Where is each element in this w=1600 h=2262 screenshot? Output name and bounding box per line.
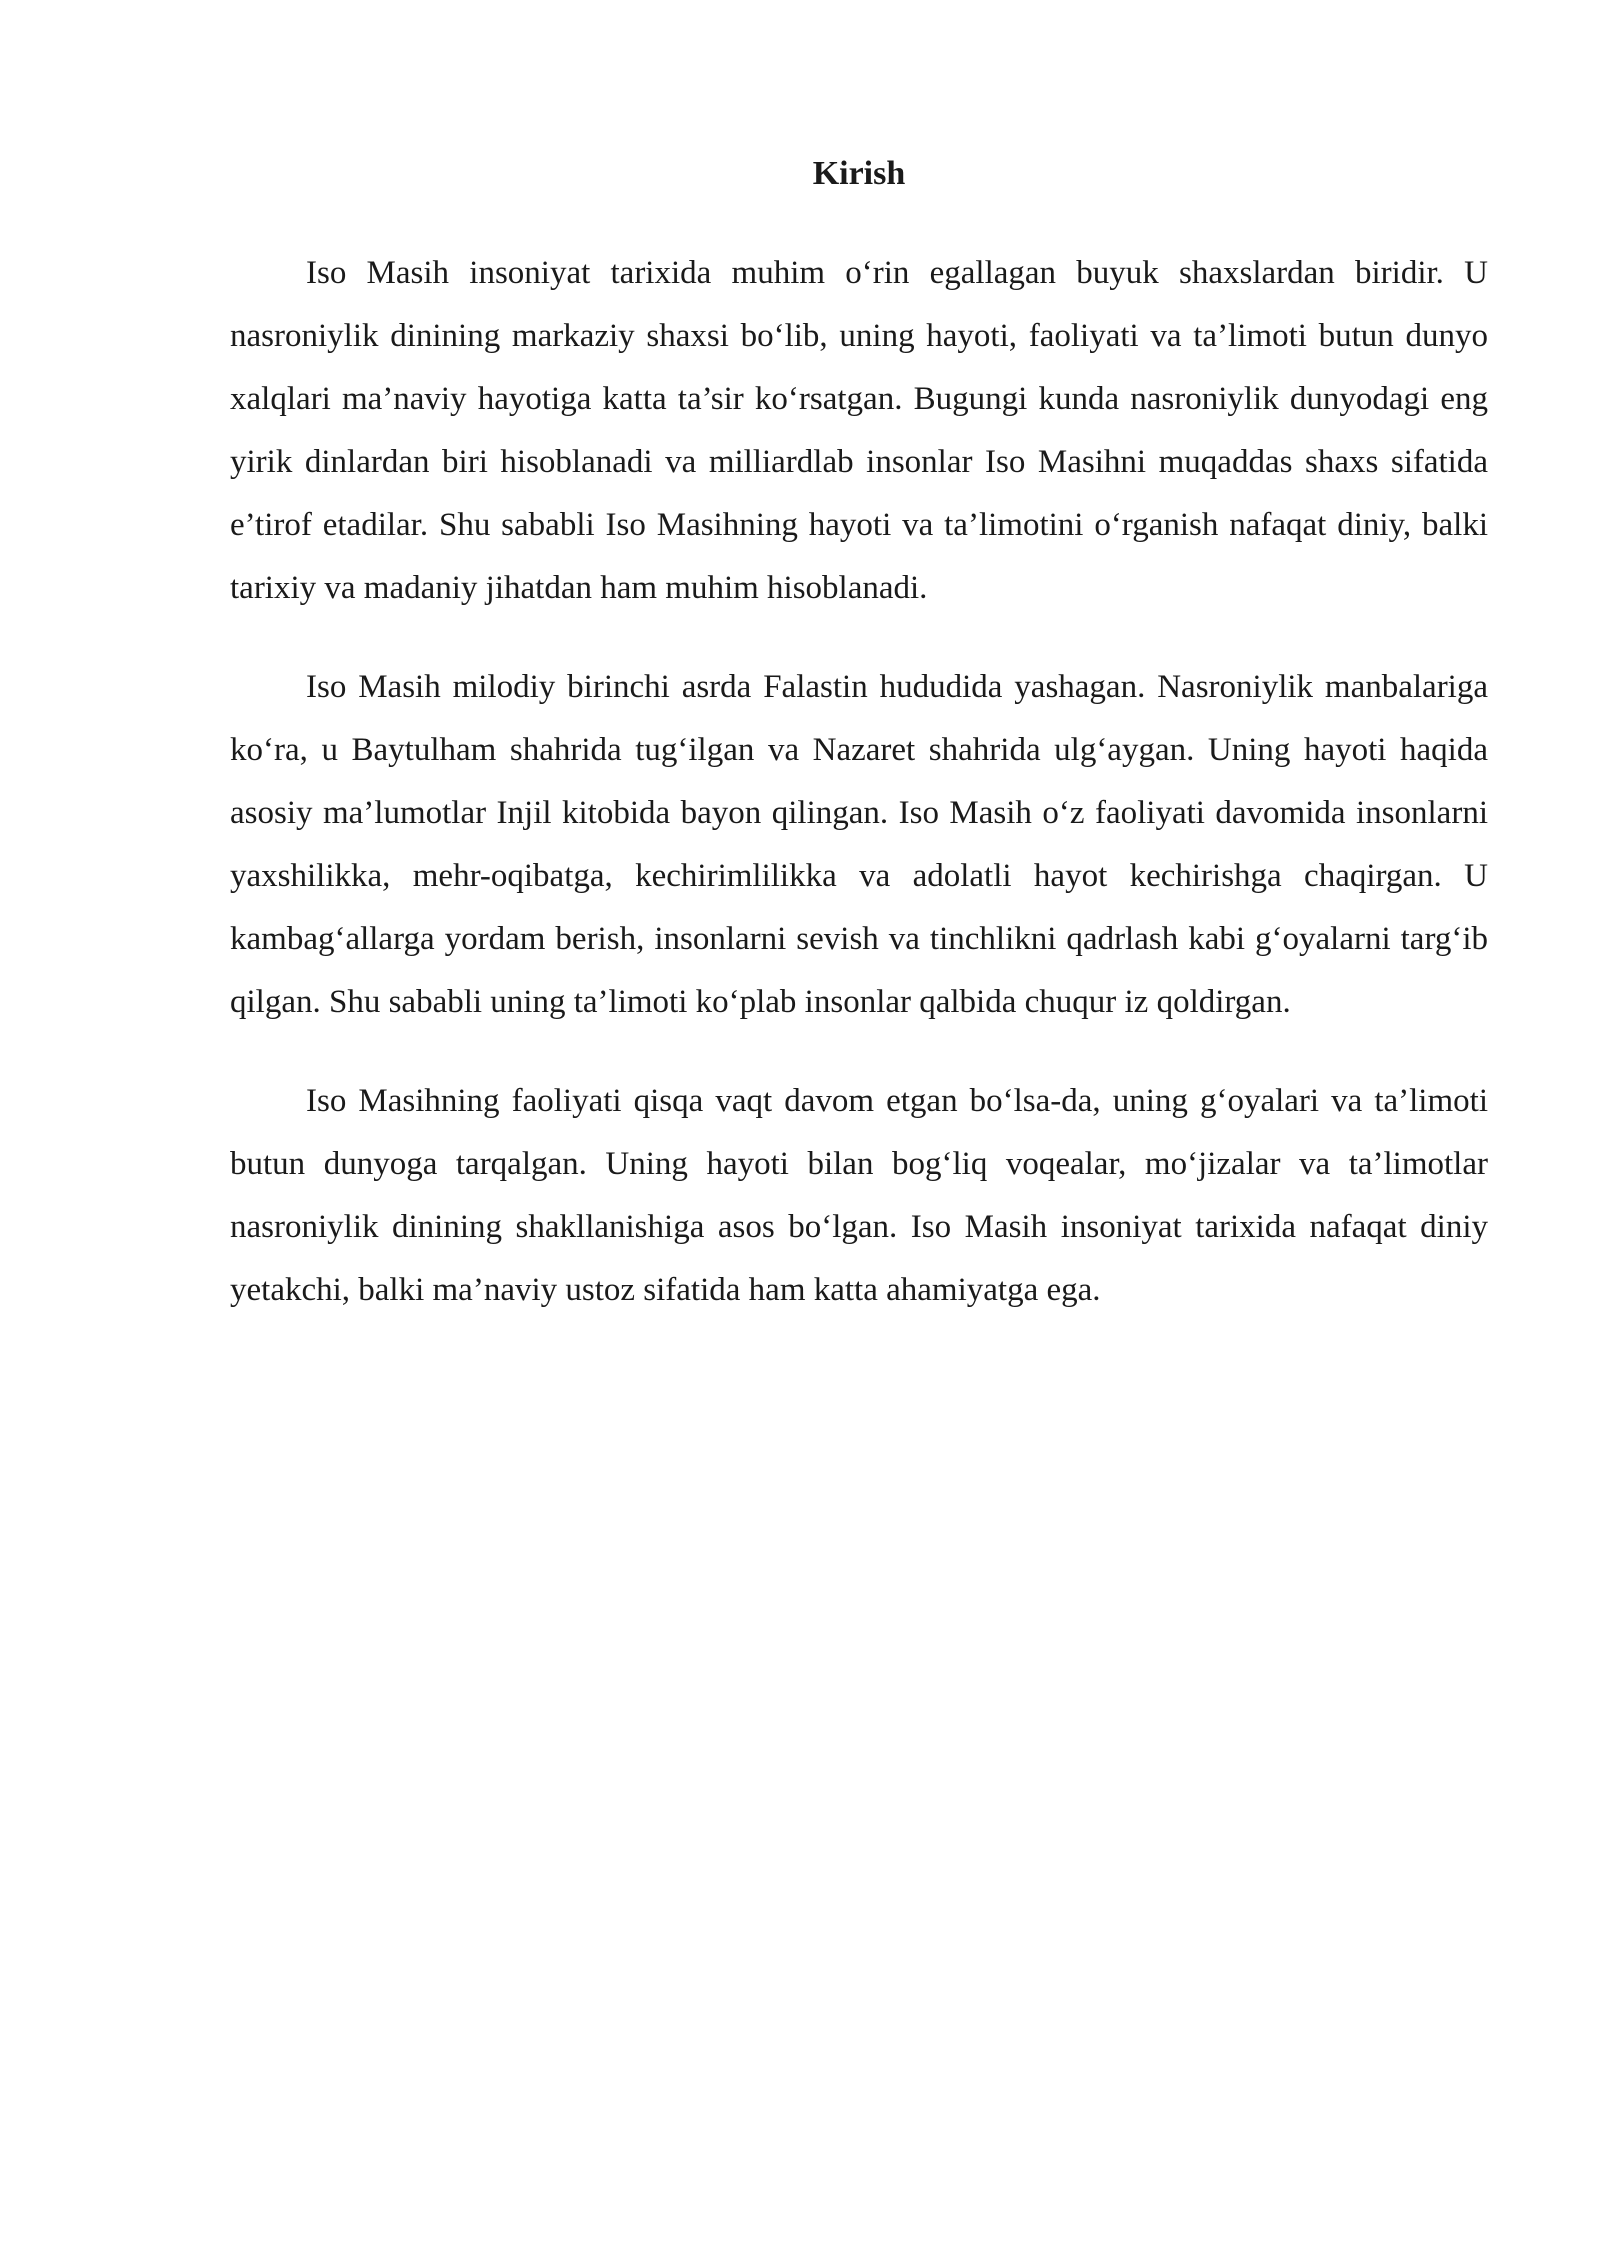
paragraph-2: Iso Masih milodiy birinchi asrda Falastin hududida yashagan. Nasroniylik manbalariga ko‘ra, u Baytulham shahrida tug‘ilgan va Nazaret shahrida ulg‘aygan. Uning hayoti haqida asosiy ma’lumotlar Injil kitobida bayon qilingan. Iso Masih o‘z faoliyati davomida insonlarni yaxshilikka, mehr-oqibatga, kechirimlilikka va adolatli hayot kechirishga chaqirgan. U kambag‘allarga yordam berish, insonlarni sevish va tinchlikni qadrlash kabi g‘oyalarni targ‘ib qilgan. Shu sababli uning ta’limoti ko‘plab insonlar qalbida chuqur iz qoldirgan.: [230, 669, 1488, 1020]
paragraph-1: Iso Masih insoniyat tarixida muhim o‘rin egallagan buyuk shaxslardan biridir. U nasroniylik dinining markaziy shaxsi bo‘lib, uning hayoti, faoliyati va ta’limoti butun dunyo xalqlari ma’naviy hayotiga katta ta’sir ko‘rsatgan. Bugungi kunda nasroniylik dunyodagi eng yirik dinlardan biri hisoblanadi va milliardlab insonlar Iso Masihni muqaddas shaxs sifatida e’tirof etadilar. Shu sababli Iso Masihning hayoti va ta’limotini o‘rganish nafaqat diniy, balki tarixiy va madaniy jihatdan ham muhim hisoblanadi.: [230, 255, 1488, 606]
document-page: [230, 150, 1488, 1358]
page-title: Kirish: [812, 155, 906, 192]
paragraph-3: Iso Masihning faoliyati qisqa vaqt davom etgan bo‘lsa-da, uning g‘oyalari va ta’limoti butun dunyoga tarqalgan. Uning hayoti bilan bog‘liq voqealar, mo‘jizalar va ta’limotlar nasroniylik dinining shakllanishiga asos bo‘lgan. Iso Masih insoniyat tarixida nafaqat diniy yetakchi, balki ma’naviy ustoz sifatida ham katta ahamiyatga ega.: [230, 1083, 1488, 1308]
